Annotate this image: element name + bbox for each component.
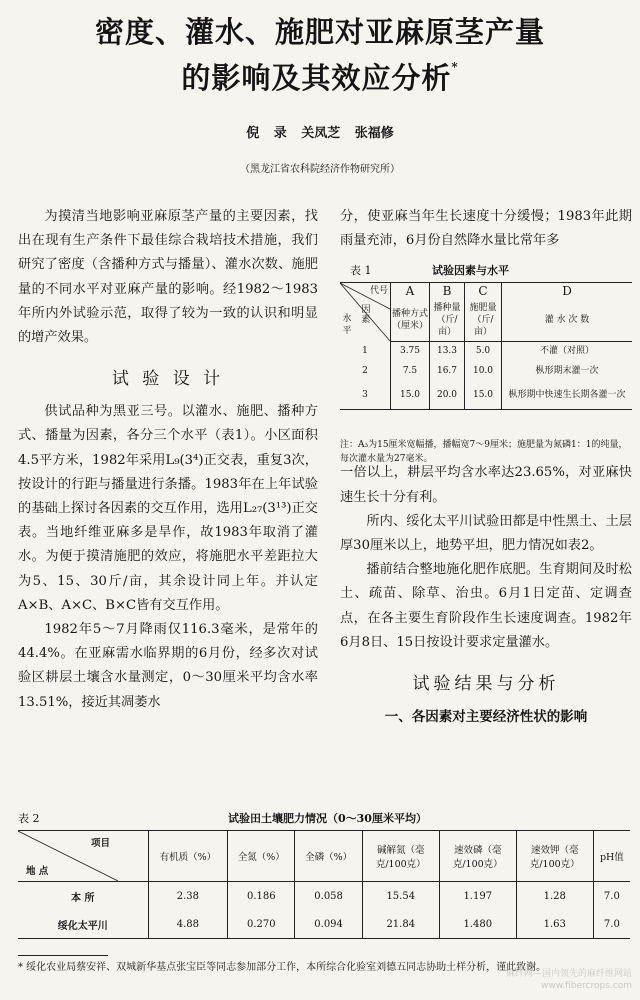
available-n: 21.84 (362, 910, 439, 939)
authors: 倪 录 关凤芝 张福修 (246, 126, 394, 141)
corner-place-label: 地 点 (26, 866, 49, 877)
design-paragraph: 供试品种为黑亚三号。以灌水、施肥、播种方式、播量为因素，各分三个水平（表1）。小区面积4.5平方米，1982年采用L₉(3⁴)正交表，重复3次，按设计的行距与播量进行条播。1983年在上年试验的基础上探讨各因素的交互作用，选用L₂₇(3¹³)正交表。当地纤维亚麻多是旱作，故1983年取消了灌水。为便于摸清施肥的效应，将施肥水平差距拉大为5、15、30斤/亩，其余设计同上年。并认定A×B、A×C、B×C皆有交互作用。 (18, 404, 318, 613)
ph: 7.0 (603, 890, 620, 902)
table1-factors-levels (340, 282, 632, 410)
table2-row-institute (18, 882, 630, 911)
value-b: 13.3 (430, 341, 465, 361)
intro-paragraph: 为摸清当地影响亚麻原茎产量的主要因素，找出在现有生产条件下最佳综合栽培技术措施，我们研究了密度（含播种方式与播量）、灌水次数、施肥量的不同水平对亚麻产量的影响。经1982～1983年所内外试验示范，取得了较为一致的认识和明显的增产效果。 (18, 209, 318, 346)
section-heading-design: 试 验 设 计 (111, 369, 225, 390)
title-footnote-mark: * (451, 60, 459, 74)
factor-fertilizer: 施肥量（斤/亩） (465, 299, 502, 342)
factor-seeding-rate: 播种量（斤/亩） (430, 299, 465, 342)
value-c: 10.0 (465, 361, 502, 381)
available-p: 1.197 (439, 882, 516, 911)
value-a: 3.75 (391, 341, 430, 361)
moisture-paragraph: 一倍以上，耕层平均含水率达23.65%，对亚麻快速生长十分有利。 (340, 465, 632, 505)
table2-label: 表 2 (18, 812, 40, 825)
table1-label: 表 1 (350, 264, 372, 277)
value-a: 15.0 (391, 381, 430, 410)
header-available-n: 碱解氮（毫克/100克） (362, 831, 439, 882)
header-available-k: 速效钾（毫克/100克） (516, 831, 593, 882)
header-ph: pH值 (593, 831, 630, 882)
available-k: 1.28 (516, 882, 593, 911)
factor-irrigation: 灌 水 次 数 (502, 299, 633, 342)
header-total-n: 全氮（%） (228, 831, 295, 882)
footnote-rule (18, 955, 108, 956)
left-column (18, 205, 318, 715)
value-c: 15.0 (465, 381, 502, 410)
value-c: 5.0 (465, 341, 502, 361)
table1-code-row (340, 283, 632, 299)
corner-level-label: 水平 (342, 314, 352, 336)
table1-row-level-3 (340, 381, 632, 410)
total-p: 0.058 (295, 882, 362, 911)
paper-title-line-2 (0, 56, 640, 97)
table2-row-suihua (18, 910, 630, 939)
header-available-p: 速效磷（毫克/100克） (439, 831, 516, 882)
available-k: 1.63 (516, 910, 593, 939)
code-b: B (430, 283, 465, 299)
table1-row-level-2 (340, 361, 632, 381)
value-a: 7.5 (391, 361, 430, 381)
code-d: D (502, 283, 633, 299)
code-c: C (465, 283, 502, 299)
watermark-line-1: 麻纤网—国内领先的麻纤维网站 (505, 969, 632, 979)
site-paragraph: 所内、绥化太平川试验田都是中性黑土、土层厚30厘米以上，地势平坦，肥力情况如表2。 (340, 513, 632, 554)
organic-matter: 4.88 (148, 910, 228, 939)
subheading-traits: 一、各因素对主要经济性状的影响 (384, 709, 588, 726)
code-a: A (391, 283, 430, 299)
section-heading-results: 试验结果与分析 (412, 674, 560, 695)
available-p: 1.480 (439, 910, 516, 939)
total-n: 0.270 (228, 910, 295, 939)
level-cell: 2 (340, 361, 391, 381)
watermark-line-2: www.fibercrops.com (541, 981, 632, 991)
organic-matter: 2.38 (148, 882, 228, 911)
table1-row-level-1 (340, 341, 632, 361)
table1-corner-cell (340, 283, 391, 342)
total-n: 0.186 (228, 882, 295, 911)
paper-title-line-1: 密度、灌水、施肥对亚麻原茎产量 (94, 15, 545, 49)
value-d: 不灌（对照） (539, 346, 594, 357)
level-cell: 1 (340, 341, 391, 361)
table2-soil-fertility (18, 830, 630, 939)
ph: 7.0 (593, 910, 630, 939)
header-organic-matter: 有机质（%） (148, 831, 228, 882)
affiliation: （黑龙江省农科院经济作物研究所） (240, 164, 400, 175)
value-b: 20.0 (430, 381, 465, 410)
available-n: 15.54 (362, 882, 439, 911)
place-cell: 绥化太平川 (18, 910, 148, 939)
table1-note: 注：A₃为15厘米宽幅播，播幅宽7～9厘米；施肥量为氮磷1：1的纯量，每次灌水量为27毫米。 (340, 440, 628, 464)
corner-item-label: 项目 (90, 838, 110, 849)
site-watermark (506, 968, 632, 992)
table1-title: 试验因素与水平 (432, 264, 509, 277)
table2-title: 试验田土壤肥力情况（0～30厘米平均） (228, 812, 427, 825)
value-b: 16.7 (430, 361, 465, 381)
rainfall-continued: 分，使亚麻当年生长速度十分缓慢；1983年此期雨量充沛，6月份自然降水量比常年多 (340, 209, 632, 249)
value-d: 枞形期中快速生长期各灌一次 (502, 381, 633, 410)
corner-factor-label: 因素 (361, 305, 371, 325)
paper-title-text: 的影响及其效应分析 (181, 61, 452, 95)
table1-caption (350, 262, 630, 278)
table2-corner-cell (18, 831, 148, 882)
level-cell: 3 (340, 381, 391, 410)
table2-caption (18, 810, 628, 826)
factor-sowing-method: 播种方式（厘米） (391, 299, 430, 342)
management-paragraph: 播前结合整地施化肥作底肥。生育期间及时松土、疏苗、除草、治虫。6月1日定苗、定调查点，在各主要生育阶段作生长速度调查。1982年6月8日、15日按设计要求定量灌水。 (340, 562, 632, 650)
footnote: * 绥化农业局蔡安祥、双城新华基点张宝臣等同志参加部分工作，本所综合化验室刘德五同志协助土样分析，谨此致谢。 (18, 962, 547, 973)
total-p: 0.094 (295, 910, 362, 939)
table2-header-row (18, 831, 630, 882)
place-cell: 本 所 (18, 882, 148, 911)
header-total-p: 全磷（%） (295, 831, 362, 882)
rainfall-paragraph: 1982年5～7月降雨仅116.3毫米，是常年的44.4%。在亚麻需水临界期的6月份，经多次对试验区耕层土壤含水量测定，0～30厘米平均含水率13.51%，接近其凋萎水 (18, 622, 318, 710)
value-d: 枞形期末灌一次 (535, 366, 599, 376)
corner-code-label: 代号 (369, 286, 388, 296)
